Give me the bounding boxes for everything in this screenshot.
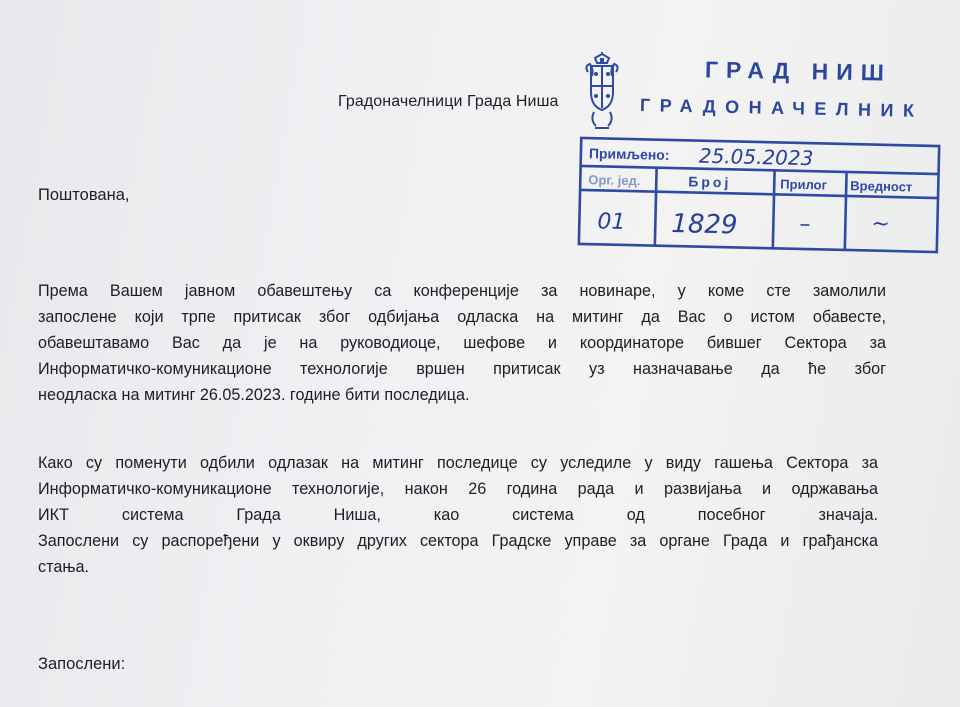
stamp-received-label: Примљено: bbox=[588, 145, 670, 163]
paragraph-2-line: стања. bbox=[38, 558, 89, 576]
stamp-col-value: Вредност bbox=[850, 178, 913, 195]
paragraph-2-line: Запослени су распоређени у оквиру других сектора Градске управе за органе Града и грађанска bbox=[38, 532, 878, 550]
stamp-val-value: ~ bbox=[871, 211, 891, 237]
paragraph-2-line: Информатичко-комуникационе технологије, након 26 година рада и развијања и одржавања bbox=[38, 480, 878, 498]
stamp-val-org: 01 bbox=[597, 209, 626, 235]
salutation: Поштована, bbox=[38, 186, 130, 204]
paragraph-2 bbox=[38, 450, 878, 580]
paragraph-1-line: запослене који трпе притисак због одбијања одласка на митинг да Вас о истом обавесте, bbox=[38, 308, 886, 326]
stamp-col-number: Број bbox=[688, 173, 732, 191]
stamp-office: ГРАДОНАЧЕЛНИК bbox=[639, 95, 924, 121]
stamp-col-org: Орг. јед. bbox=[588, 172, 641, 189]
stamp-val-number: 1829 bbox=[671, 209, 738, 241]
stamp-register-box bbox=[577, 136, 941, 256]
stamp-city: ГРАД НИШ bbox=[704, 56, 893, 86]
received-stamp bbox=[570, 50, 950, 260]
paragraph-1-line: Информатичко-комуникационе технологије вршен притисак уз назначавање да ће због bbox=[38, 360, 886, 378]
paragraph-1-line: неодласка на митинг 26.05.2023. године бити последица. bbox=[38, 386, 470, 404]
stamp-val-attachment: – bbox=[799, 211, 811, 238]
paragraph-2-line: Како су поменути одбили одлазак на митинг последице су уследиле у виду гашења Сектора за bbox=[38, 454, 878, 472]
addressee-line: Градоначелници Града Ниша bbox=[338, 93, 559, 110]
stamp-received-date: 25.05.2023 bbox=[698, 143, 814, 171]
paragraph-1-line: обавештавамо Вас да је на руководиоце, шефове и координаторе бившег Сектора за bbox=[38, 334, 886, 352]
coat-of-arms-icon bbox=[580, 52, 624, 130]
paragraph-1-line: Према Вашем јавном обавештењу са конференције за новинаре, у коме сте замолили bbox=[38, 282, 886, 300]
stamp-col-attachment: Прилог bbox=[780, 176, 828, 193]
paragraph-2-line: ИКТ система Града Ниша, као система од посебног значаја. bbox=[38, 506, 878, 524]
signoff: Запослени: bbox=[38, 655, 126, 673]
paragraph-1 bbox=[38, 278, 886, 408]
